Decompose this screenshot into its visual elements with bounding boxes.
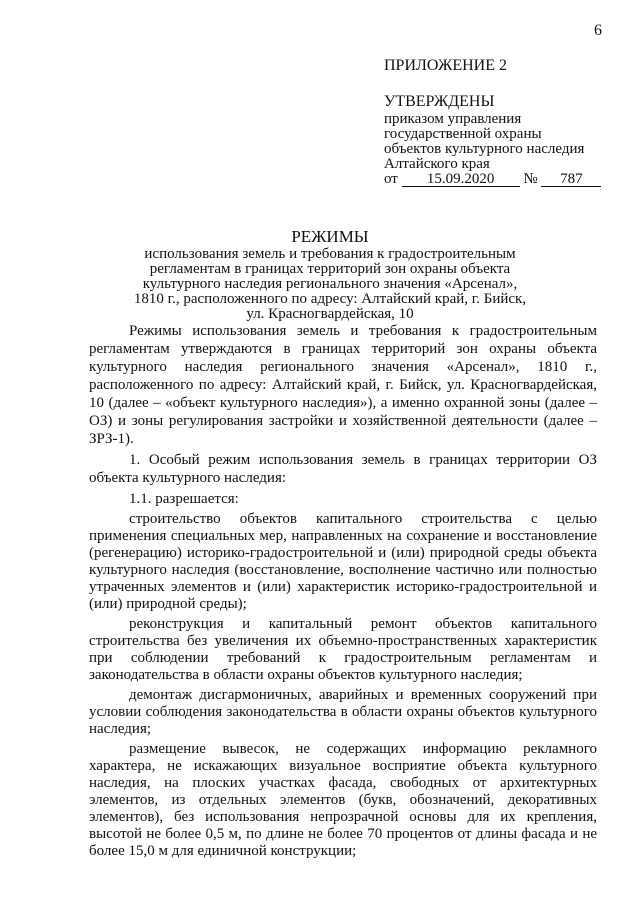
number-label: №	[523, 171, 538, 187]
heading-line: использования земель и требования к градостроительным	[144, 246, 516, 262]
body-paragraph: реконструкция и капитальный ремонт объектов капитального строительства без увеличения их объемно-пространственных характеристик при соблюдении требований к градостроительным регламентам и законодательства в области охраны объектов культурного наследия;	[89, 616, 597, 683]
order-date: 15.09.2020	[402, 172, 520, 187]
body-paragraph: размещение вывесок, не содержащих информацию рекламного характера, не искажающих визуальное восприятие объекта культурного наследия, на плоских участках фасада, свободных от архитектурных элементов, из отдельных элементов (букв, обозначений, декоративных элементов), без использования непрозрачной основы для их крепления, высотой не более 0,5 м, по длине не более 70 процентов от длины фасада и не более 15,0 м для единичной конструкции;	[89, 741, 597, 859]
from-label: от	[384, 171, 398, 187]
body-paragraph: строительство объектов капитального строительства с целью применения специальных мер, направленных на сохранение и восстановление (регенерацию) историко-градостроительной и (или) природной среды объекта культурного наследия (восстановление, восполнение частично или полностью утраченных элементов и (или) характеристик историко-градостроительной и (или) природной среды);	[89, 511, 597, 612]
heading-line: ул. Красногвардейская, 10	[246, 306, 414, 322]
heading-line: культурного наследия регионального значения «Арсенал»,	[142, 276, 518, 292]
approval-line: объектов культурного наследия	[384, 141, 585, 157]
document-title: РЕЖИМЫ	[291, 227, 369, 246]
body-paragraph: Режимы использования земель и требования к градостроительным регламентам утверждаются в границах территорий зон охраны объекта культурного наследия регионального значения «Арсенал», 1810 г., расположенного по адресу: Алтайский край, г. Бийск, ул. Красногвардейская, 10 (далее – «объект культурного наследия»), а именно охранной зоны (далее – ОЗ) и зоны регулирования застройки и хозяйственной деятельности (далее – ЗРЗ-1).	[89, 323, 597, 447]
body-paragraph: 1.1. разрешается:	[129, 491, 239, 507]
heading-line: 1810 г., расположенного по адресу: Алтайский край, г. Бийск,	[133, 291, 527, 307]
approval-line: приказом управления	[384, 111, 522, 127]
document-body	[89, 322, 597, 863]
order-line	[384, 172, 614, 187]
approved-label: УТВЕРЖДЕНЫ	[384, 93, 495, 110]
approval-block	[384, 58, 614, 187]
approval-line: государственной охраны	[384, 126, 542, 142]
appendix-label: ПРИЛОЖЕНИЕ 2	[384, 57, 508, 74]
body-paragraph: демонтаж дисгармоничных, аварийных и временных сооружений при условии соблюдения законодательства в области охраны объектов культурного наследия;	[89, 687, 597, 737]
body-paragraph: 1. Особый режим использования земель в границах территории ОЗ объекта культурного наследия:	[89, 452, 597, 486]
approval-line: Алтайского края	[384, 156, 490, 172]
order-number: 787	[541, 172, 601, 187]
heading-line: регламентам в границах территорий зон охраны объекта	[149, 261, 511, 277]
document-heading	[60, 228, 600, 322]
page-number: 6	[594, 22, 602, 39]
